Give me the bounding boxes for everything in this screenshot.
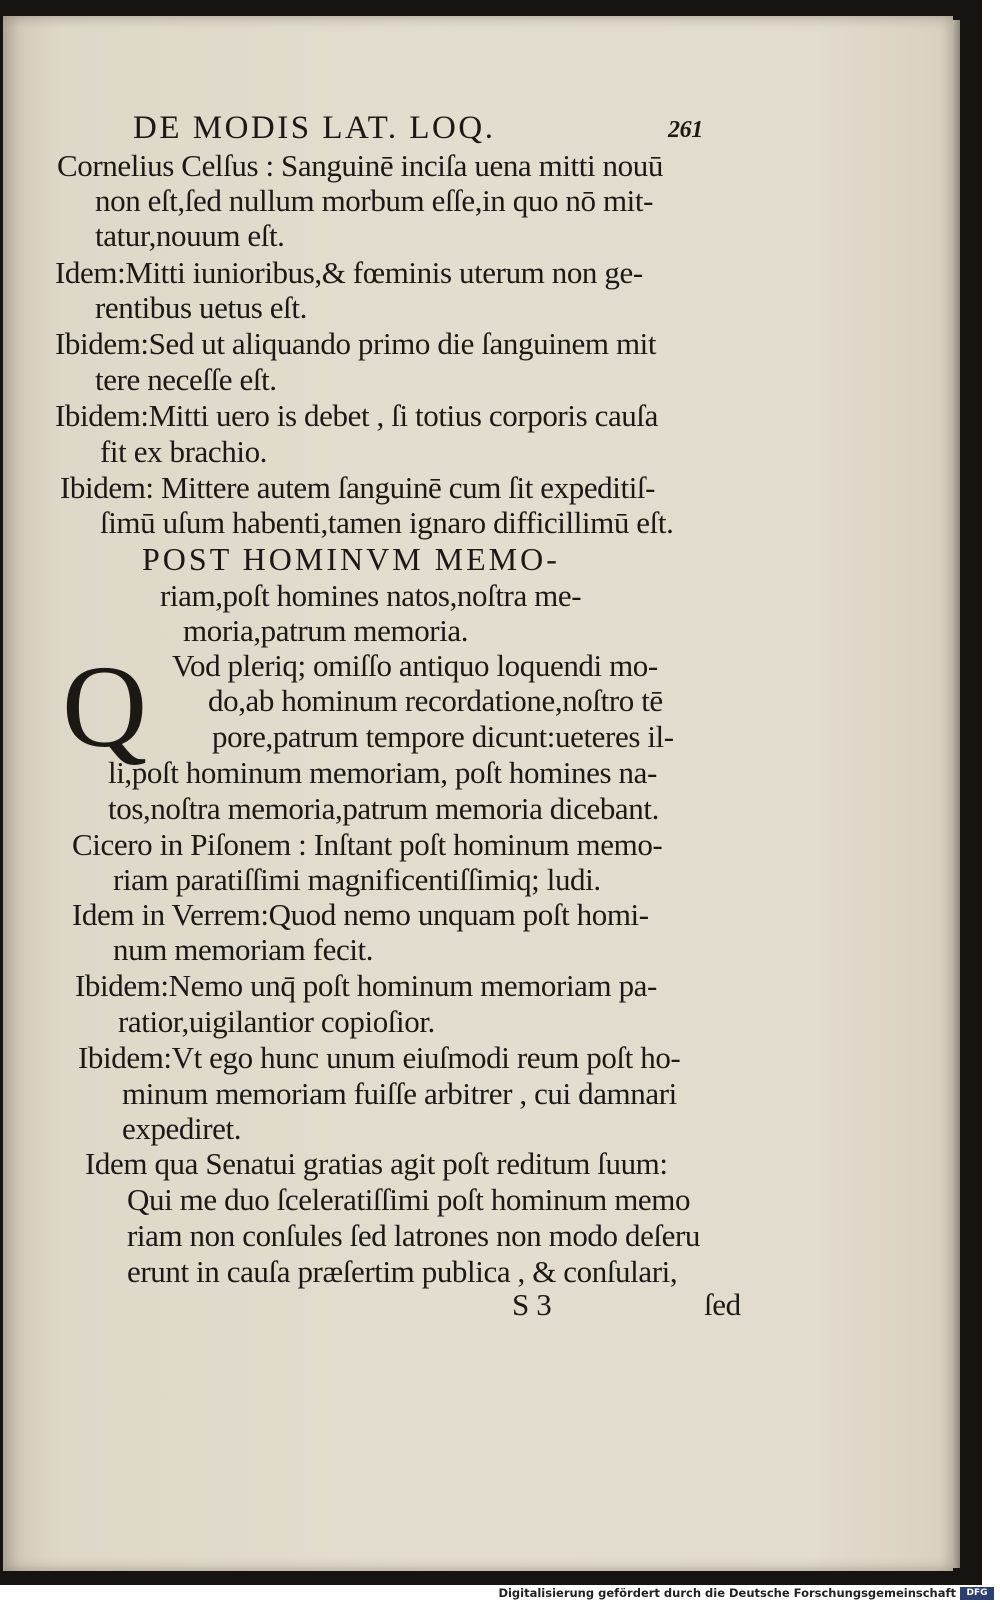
text-line: minum memoriam fuiſſe arbitrer , cui damnari — [122, 1076, 677, 1111]
text-line: Qui me duo ſceleratiſſimi poſt hominum memo — [127, 1182, 691, 1217]
signature-mark: S 3 — [512, 1287, 552, 1322]
text-line: ratior,uigilantior copioſior. — [118, 1004, 435, 1039]
section-heading-line: riam,poſt homines natos,noſtra me- — [160, 578, 582, 613]
text-line: pore,patrum tempore dicunt:ueteres il- — [212, 719, 674, 754]
running-head: DE MODIS LAT. LOQ. — [133, 110, 496, 146]
text-line: Idem in Verrem:Quod nemo unquam poſt homi- — [72, 897, 649, 932]
text-line: tos,noſtra memoria,patrum memoria dicebant. — [108, 791, 659, 826]
section-heading: POST HOMINVM MEMO- — [142, 541, 560, 577]
text-line: non eſt,ſed nullum morbum eſſe,in quo nō mit- — [95, 183, 654, 218]
drop-cap: Q — [62, 641, 148, 772]
text-line: Vod pleriq; omiſſo antiquo loquendi mo- — [172, 648, 658, 683]
text-line: Cornelius Celſus : Sanguinē inciſa uena mitti nouū — [57, 148, 663, 183]
text-line: tatur,nouum eſt. — [95, 218, 285, 253]
text-line: do,ab hominum recordatione,noſtro tē — [208, 683, 663, 718]
text-line: num memoriam fecit. — [113, 932, 374, 967]
text-line: Ibidem:Sed ut aliquando primo die ſanguinem mit — [55, 326, 657, 361]
text-line: expediret. — [122, 1111, 242, 1146]
text-line: Ibidem:Mitti uero is debet , ſi totius corporis cauſa — [55, 398, 658, 433]
section-heading-line: moria,patrum memoria. — [183, 613, 469, 648]
credit-bar — [0, 1585, 1000, 1603]
text-line: Ibidem:Vt ego hunc unum eiuſmodi reum poſt ho- — [78, 1040, 681, 1075]
text-line: Ibidem: Mittere autem ſanguinē cum ſit expeditiſ- — [60, 470, 656, 505]
text-line: ſimū uſum habenti,tamen ignaro difficillimū eſt. — [100, 505, 674, 540]
text-line: rentibus uetus eſt. — [95, 290, 307, 325]
text-line: erunt in cauſa præſertim publica , & conſulari, — [127, 1254, 678, 1289]
text-line: li,poſt hominum memoriam, poſt homines na- — [108, 755, 657, 790]
dfg-logo: DFG — [960, 1587, 994, 1600]
credit-text: Digitalisierung gefördert durch die Deutsche Forschungsgemeinschaft — [498, 1586, 956, 1600]
page-edge — [953, 20, 960, 1568]
text-line: Idem:Mitti iunioribus,& fœminis uterum non ge- — [55, 255, 643, 290]
text-line: tere neceſſe eſt. — [95, 362, 277, 397]
text-line: fit ex brachio. — [100, 434, 268, 469]
text-line: Cicero in Piſonem : Inſtant poſt hominum memo- — [72, 827, 663, 862]
text-line: riam non conſules ſed latrones non modo deſeru — [127, 1218, 701, 1253]
text-line: riam paratiſſimi magnificentiſſimiq; ludi. — [113, 862, 601, 897]
text-line: Ibidem:Nemo unq̄ poſt hominum memoriam pa- — [75, 968, 657, 1003]
text-line: Idem qua Senatui gratias agit poſt reditum ſuum: — [85, 1146, 668, 1181]
catchword: ſed — [704, 1287, 741, 1322]
folio-number: 261 — [668, 117, 703, 143]
